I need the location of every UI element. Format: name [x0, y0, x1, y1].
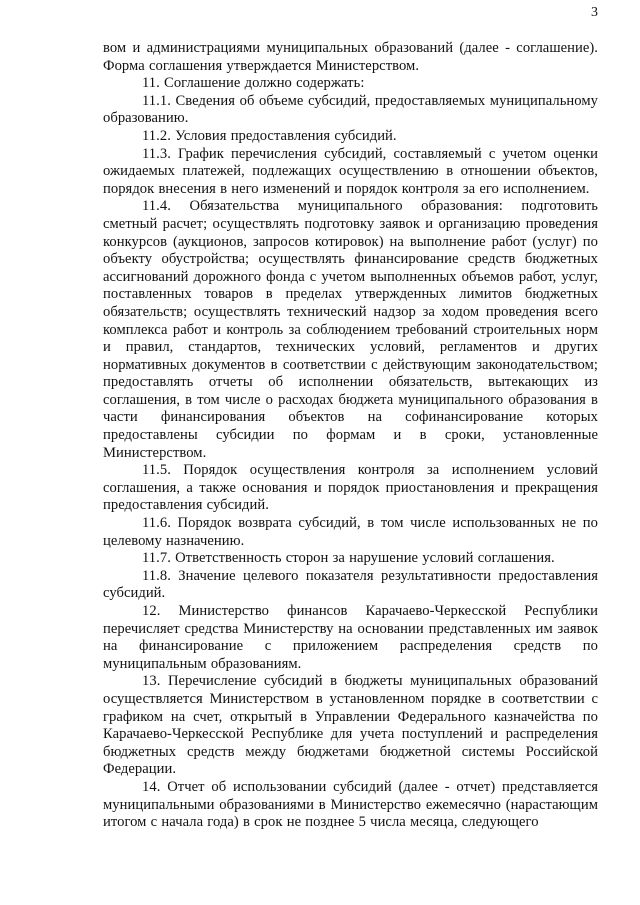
page-number: 3: [591, 5, 598, 20]
paragraph: 11.7. Ответственность сторон за нарушение условий соглашения.: [142, 550, 555, 567]
paragraph: 11.5. Порядок осуществления контроля за исполнением условий соглашения, а также основания и порядок приостановления и прекращения предоставления субсидий.: [103, 462, 598, 514]
paragraph: 13. Перечисление субсидий в бюджеты муниципальных образований осуществляется Министерством в установленном порядке в соответствии с графиком на счет, открытый в Управлении Федерального казначейства по Карачаево-Черкесской Республике для учета поступлений и распределения бюджетных средств между бюджетами бюджетной системы Российской Федерации.: [103, 673, 598, 778]
document-body: [103, 40, 598, 832]
paragraph: 11.3. График перечисления субсидий, составляемый с учетом оценки ожидаемых платежей, подлежащих осуществлению в отношении объектов, порядок внесения в него изменений и порядок контроля за его исполнением.: [103, 145, 598, 197]
paragraph: 11. Соглашение должно содержать:: [142, 75, 365, 92]
paragraph: 12. Министерство финансов Карачаево-Черкесской Республики перечисляет средства Министерству на основании представленных им заявок на финансирование с приложением распределения средств по муниципальным образованиям.: [103, 603, 598, 672]
paragraph: 14. Отчет об использовании субсидий (далее - отчет) представляется муниципальными образованиями в Министерство ежемесячно (нарастающим итогом с начала года) в срок не позднее 5 числа месяца, следующего: [103, 778, 598, 831]
paragraph: 11.4. Обязательства муниципального образования: подготовить сметный расчет; осуществлять подготовку заявок и организацию проведения конкурсов (аукционов, запросов котировок) на выполнение работ (услуг) по объекту обустройства; осуществлять финансирование средств бюджетных ассигнований дорожного фонда с учетом выполненных объемов работ, услуг, поставленных товаров в пределах утвержденных лимитов бюджетных обязательств; осуществлять технический надзор за ходом проведения всего комплекса работ и контроль за соблюдением требований строительных норм и правил, стандартов, технических условий, регламентов и других нормативных документов в соответствии с действующим законодательством; предоставлять отчеты об исполнении обязательств, вытекающих из соглашения, в том числе о расходах бюджета муниципального образования в части финансирования объектов на софинансирование которых предоставлены субсидии по формам и в сроки, установленные Министерством.: [103, 198, 598, 461]
paragraph: 11.6. Порядок возврата субсидий, в том числе использованных не по целевому назначению.: [103, 515, 598, 549]
paragraph: 11.8. Значение целевого показателя результативности предоставления субсидий.: [103, 567, 598, 602]
paragraph: 11.2. Условия предоставления субсидий.: [142, 127, 397, 144]
paragraph: 11.1. Сведения об объеме субсидий, предоставляемых муниципальному образованию.: [103, 92, 598, 127]
paragraph: вом и администрациями муниципальных образований (далее - соглашение). Форма соглашения утверждается Министерством.: [103, 40, 598, 74]
